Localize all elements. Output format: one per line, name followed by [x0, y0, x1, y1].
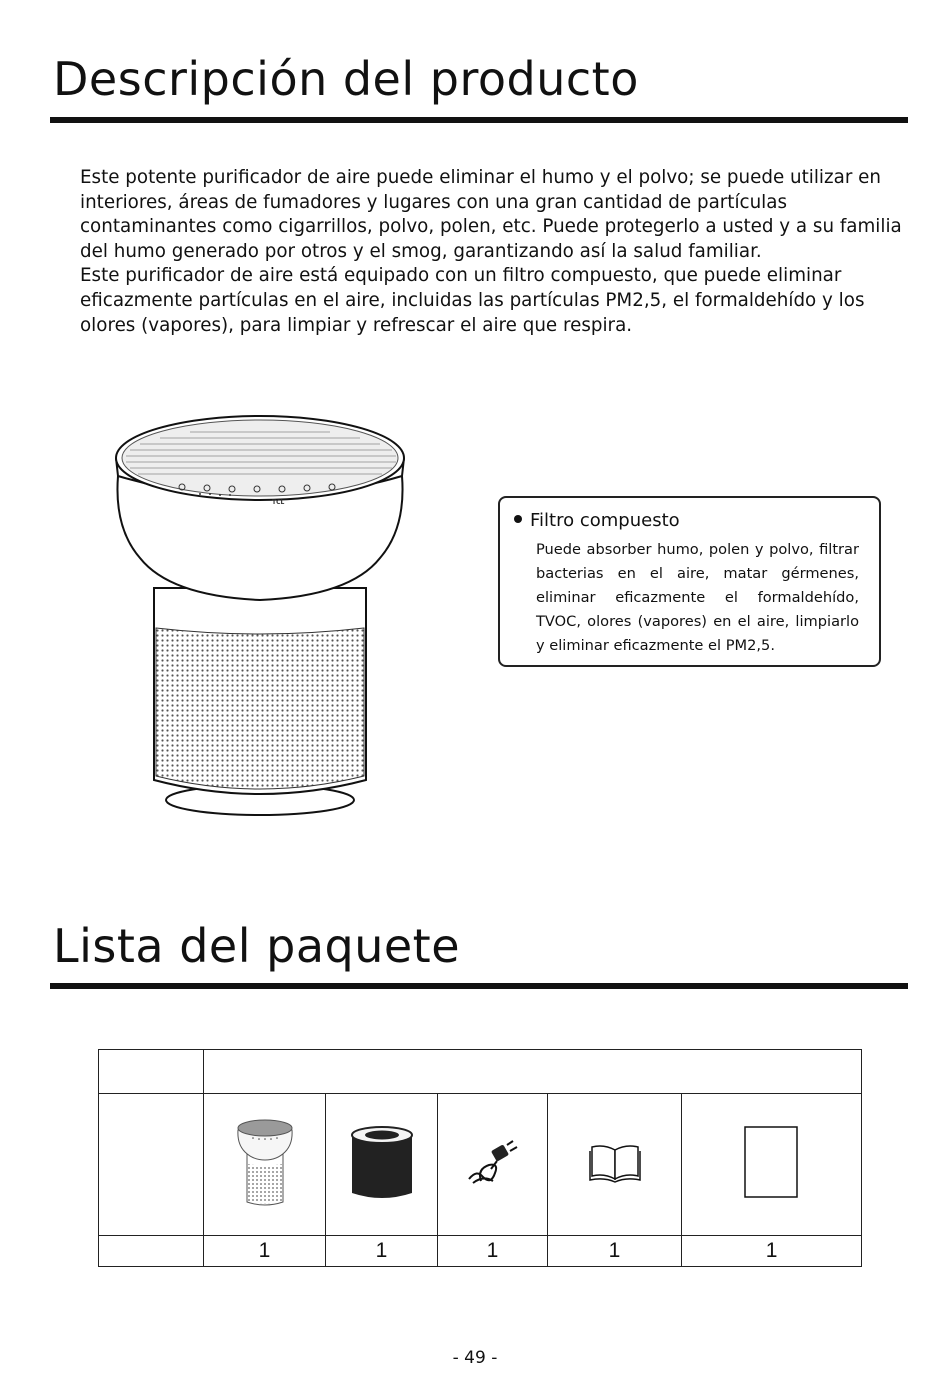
table-row [99, 1050, 862, 1094]
table-cell [99, 1236, 204, 1267]
table-cell [204, 1050, 862, 1094]
table-cell [548, 1094, 682, 1236]
page-number: - 49 - [452, 1348, 498, 1368]
section-divider [50, 983, 908, 989]
callout-title-text: Filtro compuesto [530, 510, 680, 531]
table-cell [326, 1094, 438, 1236]
table-row [99, 1094, 862, 1236]
table-row [99, 1236, 862, 1267]
quantity-cell: 1 [438, 1236, 548, 1267]
intro-paragraph: Este purificador de aire está equipado con un filtro compuesto, que puede eliminar eficazmente partículas en el aire, incluidas las partículas PM2,5, el formaldehído y los olores (vapores), para limpiar y refrescar el aire que respira. [80, 265, 865, 336]
package-table [98, 1049, 862, 1267]
quantity-cell: 1 [204, 1236, 326, 1267]
manual-book-icon [588, 1142, 642, 1184]
title-divider [50, 117, 908, 123]
svg-text:TCL: TCL [272, 499, 285, 506]
quantity-cell: 1 [682, 1236, 862, 1267]
quantity-cell: 1 [326, 1236, 438, 1267]
bullet-icon [514, 515, 522, 523]
air-purifier-illustration [110, 408, 420, 823]
purifier-icon [235, 1118, 295, 1208]
intro-text [80, 166, 910, 338]
card-icon [744, 1126, 800, 1200]
callout-body: Puede absorber humo, polen y polvo, filtrar bacterias en el aire, matar gérmenes, eliminar eficazmente el formaldehído, TVOC, olores (vapores) en el aire, limpiarlo y eliminar eficazmente el PM2,5. [536, 541, 859, 654]
table-cell [99, 1050, 204, 1094]
section-title: Lista del paquete [53, 919, 461, 973]
table-cell [682, 1094, 862, 1236]
table-cell [438, 1094, 548, 1236]
intro-paragraph: Este potente purificador de aire puede eliminar el humo y el polvo; se puede utilizar en interiores, áreas de fumadores y lugares con una gran cantidad de partículas contaminantes como cigarrillos, polvo, polen, etc. Puede protegerlo a usted y a su familia del humo generado por otros y el smog, garantizando así la salud familiar. [80, 167, 902, 262]
composite-filter-callout [498, 496, 881, 667]
filter-icon [349, 1125, 415, 1201]
callout-title [514, 510, 680, 531]
table-cell [99, 1094, 204, 1236]
power-adapter-icon [463, 1139, 523, 1187]
page-title: Descripción del producto [53, 52, 639, 106]
quantity-cell: 1 [548, 1236, 682, 1267]
table-cell [204, 1094, 326, 1236]
